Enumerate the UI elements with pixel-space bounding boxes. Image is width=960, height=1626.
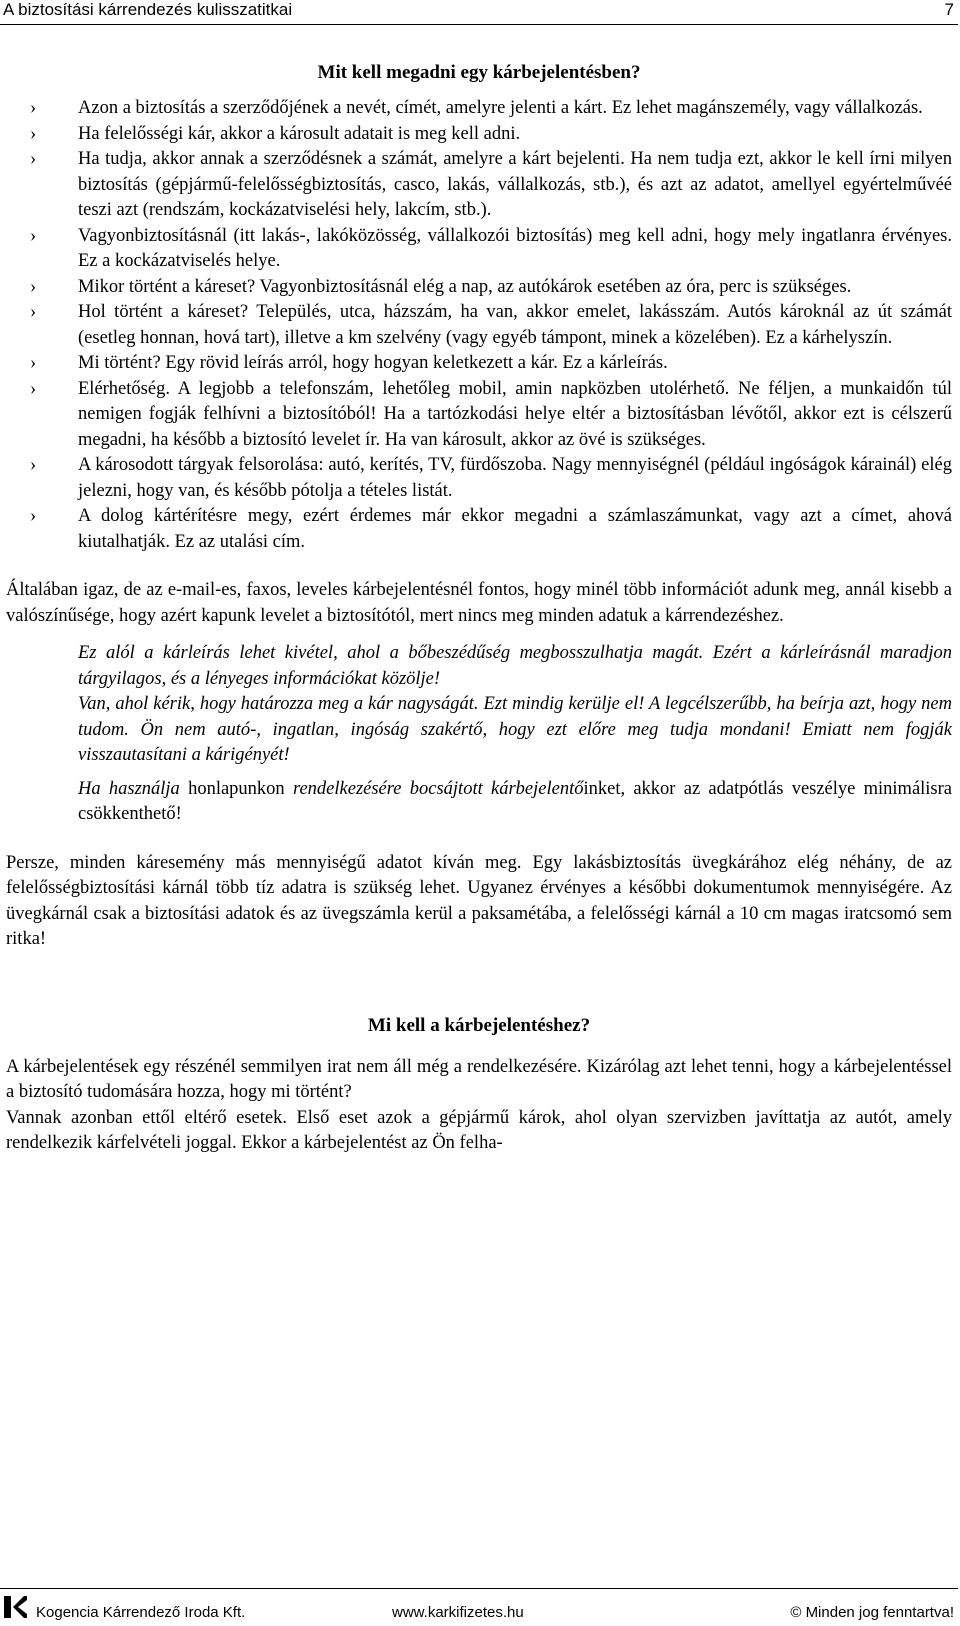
page-number: 7	[944, 0, 954, 19]
list-item: › Vagyonbiztosításnál (itt lakás-, lakóközösség, vállalkozói biztosítás) meg kell adni, hogy mely ingatlanra érvényes. Ez a kockázatviselés helye.	[30, 225, 952, 271]
claim-data-list	[6, 96, 952, 555]
paragraph-no-documents: A kárbejelentések egy részénél semmilyen irat nem áll még a rendelkezésére. Kizárólag azt lehet tenni, hogy a kárbejelentéssel a biztosító tudomására hozza, hogy mi történt?	[6, 1056, 952, 1102]
bullet-icon: ›	[30, 302, 37, 322]
paragraph-form-hint: Ha használja honlapunkon rendelkezésére bocsájtott kárbejelentőinket, akkor az adatpótlás veszélye minimálisra csökkenthető!	[78, 778, 953, 824]
footer-rule	[0, 1588, 958, 1589]
header-title: A biztosítási kárrendezés kulisszatitkai	[3, 0, 293, 19]
spacer	[6, 953, 952, 1013]
spacer	[6, 555, 952, 578]
k-logo-icon	[2, 1594, 28, 1620]
section-heading-2: Mi kell a kárbejelentéshez?	[367, 1014, 591, 1036]
list-item: › A dolog kártérítésre megy, ezért érdemes már ekkor megadni a számlaszámunkat, vagy azt a címet, ahová kiutalhatják. Ez az utalási cím.	[30, 506, 952, 552]
footer-website-link[interactable]: www.karkifizetes.hu	[392, 1604, 524, 1621]
list-item: › Ha felelősségi kár, akkor a károsult adatait is meg kell adni.	[6, 122, 952, 148]
bullet-icon: ›	[30, 455, 37, 475]
bullet-icon: ›	[30, 506, 37, 526]
bullet-icon: ›	[30, 353, 37, 373]
paragraph-general: Általában igaz, de az e-mail-es, faxos, leveles kárbejelentésnél fontos, hogy minél több információt adunk meg, annál kisebb a valószínűsége, hogy azért kapunk levelet a biztosítótól, mert nincs meg minden adatuk a kárrendezéshez.	[6, 580, 952, 626]
spacer	[6, 828, 952, 851]
page-body	[6, 60, 952, 1157]
header-rule	[0, 24, 958, 25]
spacer	[6, 1039, 952, 1055]
bullet-icon: ›	[30, 98, 37, 118]
bullet-icon: ›	[30, 276, 37, 297]
italic-note-description: Ez alól a kárleírás lehet kivétel, ahol a bőbeszédűség megbosszulhatja magát. Ezért a kárleírásnál maradjon tárgyilagos, és a lényeges információkat közölje!	[78, 643, 952, 689]
list-item: › Elérhetőség. A legjobb a telefonszám, lehetőleg mobil, amin napközben utolérhető. Ne féljen, a munkaidőn túl nemigen fogják felhívni a biztosítóból! Ha a tartózkodási helye eltér a biztosításban lévőtől, akkor ezt is célszerű megadni, ha később a biztosító levelet ír. Ha van károsult, akkor az övé is szükséges.	[30, 378, 952, 450]
page-footer	[0, 1588, 960, 1626]
bullet-icon: ›	[30, 378, 37, 399]
bullet-icon: ›	[30, 123, 37, 144]
footer-copyright: © Minden jog fenntartva!	[790, 1604, 954, 1621]
list-item: › Mikor történt a káreset? Vagyonbiztosításnál elég a nap, az autókárok esetében az óra, perc is szükséges.	[6, 275, 952, 301]
spacer	[6, 629, 952, 641]
bullet-icon: ›	[30, 225, 37, 246]
bullet-icon: ›	[30, 149, 37, 169]
list-item: › Ha tudja, akkor annak a szerződésnek a számát, amelyre a kárt bejelenti. Ha nem tudja ezt, akkor le kell írni milyen biztosítás (gépjármű-felelősségbiztosítás, casco, lakás, vállalkozás, stb.), és azt az adatot, amellyel egyértelművéé teszi azt (rendszám, kockázatviselési hely, lakcím, stb.).	[30, 149, 952, 220]
list-item: › Hol történt a káreset? Település, utca, házszám, ha van, akkor emelet, lakásszám. Autós károknál az út számát (esetleg honnan, hová tart), illetve a km szelvény (vagy egyéb támpont, minek a közelében). Ez a kárhelyszín.	[30, 302, 952, 348]
italic-note-damage-amount: Van, ahol kérik, hogy határozza meg a kár nagyságát. Ezt mindig kerülje el! A legcélszerűbb, ha beírja azt, hogy nem tudom. Ön nem autó-, ingatlan, ingóság szakértő, hogy ezt előre meg tudja mondani! Emiatt nem fogják visszautasítani a kárigényét!	[78, 694, 952, 765]
list-item: › Mi történt? Egy rövid leírás arról, hogy hogyan keletkezett a kár. Ez a kárleírás.	[6, 351, 952, 377]
paragraph-exceptions: Vannak azonban ettől eltérő esetek. Első eset azok a gépjármű károk, ahol olyan szervizben javíttatja az autót, amely rendelkezik kárfelvételi joggal. Ekkor a kárbejelentést az Ön felha-	[6, 1107, 952, 1153]
paragraph-data-amount: Persze, minden káresemény más mennyiségű adatot kíván meg. Egy lakásbiztosítás üvegkárához elég néhány, de az felelősségbiztosítási kárnál több tíz adatra is szükség lehet. Ugyanez érvényes a későbbi dokumentumok mennyiségére. Az üvegkárnál csak a biztosítási adatok és az üvegszámla kerül a paksamétába, a felelősségi kárnál a 10 cm magas iratcsomó sem ritka!	[6, 852, 952, 949]
section-heading-1: Mit kell megadni egy kárbejelentésben?	[317, 62, 641, 83]
footer-company: Kogencia Kárrendező Iroda Kft.	[36, 1604, 246, 1621]
spacer	[6, 769, 952, 777]
list-item: › A károsodott tárgyak felsorolása: autó, kerítés, TV, fürdőszoba. Nagy mennyiségnél (például ingóságok kárainál) elég jelezni, hogy van, és később pótolja a tételes listát.	[30, 455, 952, 501]
list-item: › Azon a biztosítás a szerződőjének a nevét, címét, amelyre jelenti a kárt. Ez lehet magánszemély, vagy vállalkozás.	[6, 96, 952, 122]
page-header	[0, 0, 958, 22]
